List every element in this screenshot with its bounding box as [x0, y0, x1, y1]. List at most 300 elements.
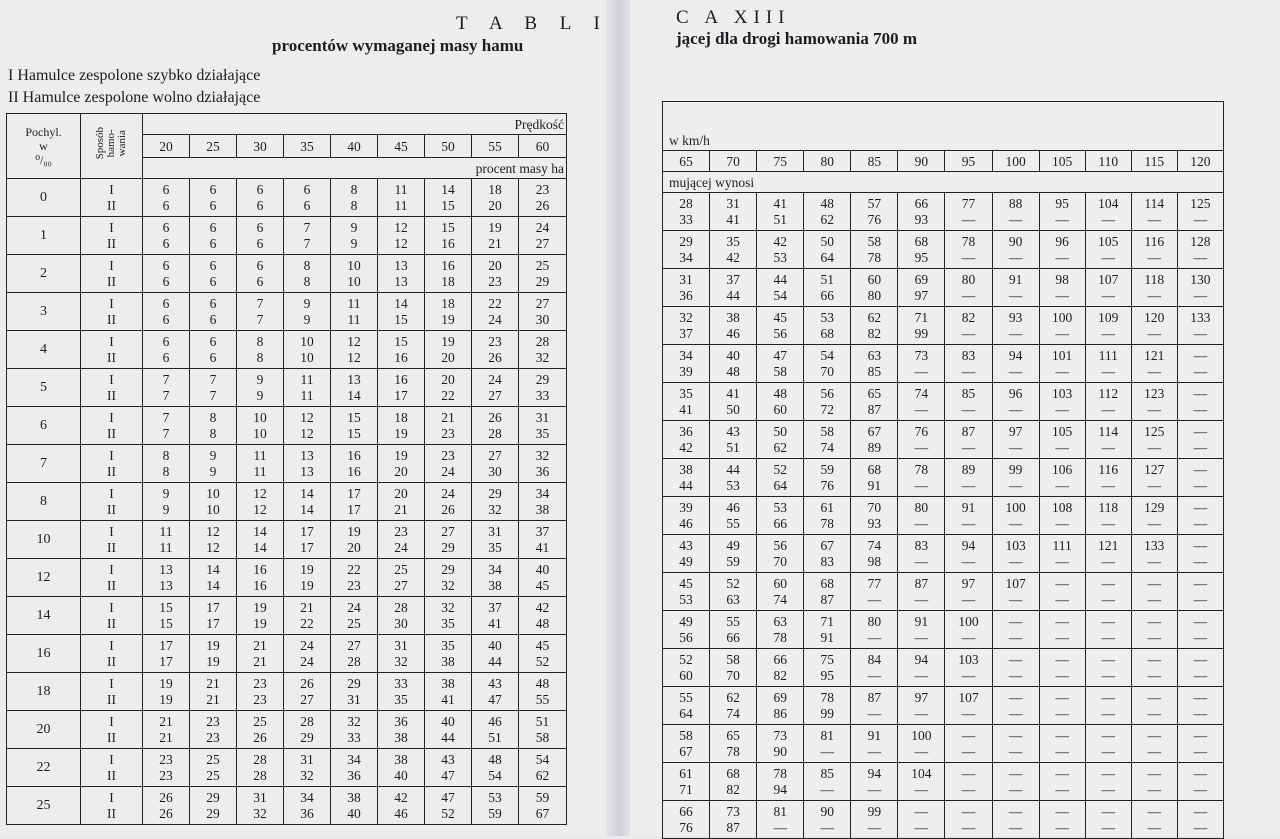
value-slow: —: [1101, 515, 1115, 531]
value-slow: 30: [488, 463, 502, 479]
speed-header-cell: 50: [425, 135, 472, 158]
value-slow: —: [867, 629, 882, 645]
value-fast: 48: [820, 195, 835, 211]
value-fast: 14: [300, 485, 314, 501]
value-fast: 114: [1144, 195, 1165, 211]
value-slow: 82: [726, 781, 740, 797]
value-cell: [519, 559, 567, 597]
value-slow: —: [914, 553, 929, 569]
value-slow: 29: [535, 273, 550, 289]
value-cell: [710, 535, 757, 573]
value-slow: 18: [441, 273, 455, 289]
table-row: [7, 369, 567, 407]
table-row: [7, 749, 567, 787]
value-slow: —: [1193, 401, 1208, 417]
value-slow: 17: [394, 387, 408, 403]
value-fast: 24: [488, 371, 502, 387]
legend-line-2: II Hamulce zespolone wolno działające: [8, 89, 261, 106]
value-slow: 8: [256, 349, 264, 365]
value-fast: 25: [253, 713, 267, 729]
value-slow: 82: [773, 667, 787, 683]
value-cell: [378, 521, 425, 559]
table-row: [7, 711, 567, 749]
value-cell: [1085, 725, 1131, 763]
value-fast: —: [1101, 803, 1115, 819]
value-slow: —: [1101, 667, 1115, 683]
value-slow: —: [1055, 667, 1069, 683]
value-fast: 29: [488, 485, 502, 501]
value-fast: 49: [679, 613, 693, 629]
value-fast: 11: [394, 181, 408, 197]
value-cell: [851, 231, 898, 269]
value-slow: —: [867, 743, 882, 759]
value-fast: 107: [1098, 271, 1119, 287]
value-fast: 31: [726, 195, 740, 211]
table-row: [7, 521, 567, 559]
value-slow: —: [1193, 477, 1208, 493]
value-fast: 26: [159, 789, 173, 805]
value-slow: 6: [256, 197, 264, 213]
value-fast: 103: [1005, 537, 1026, 553]
value-fast: 19: [441, 333, 455, 349]
value-slow: 11: [300, 387, 314, 403]
value-cell: [851, 687, 898, 725]
value-cell: [1039, 345, 1085, 383]
value-slow: —: [1193, 553, 1208, 569]
value-slow: 38: [488, 577, 502, 593]
value-fast: 26: [300, 675, 314, 691]
value-slow: —: [1193, 287, 1208, 303]
value-fast: 7: [162, 409, 170, 425]
value-cell: [143, 445, 190, 483]
value-cell: [1085, 345, 1131, 383]
value-cell: [757, 725, 804, 763]
value-cell: [1085, 193, 1131, 231]
value-slow: —: [1101, 819, 1115, 835]
value-fast: 97: [914, 689, 929, 705]
value-cell: [425, 521, 472, 559]
value-cell: [757, 345, 804, 383]
value-slow: 38: [394, 729, 408, 745]
value-fast: —: [1193, 765, 1208, 781]
value-cell: [757, 497, 804, 535]
value-cell: [331, 407, 378, 445]
value-slow: 90: [773, 743, 787, 759]
value-slow: 29: [300, 729, 314, 745]
value-fast: 45: [773, 309, 787, 325]
value-cell: [992, 269, 1039, 307]
value-slow: 26: [488, 349, 502, 365]
value-slow: 12: [347, 349, 361, 365]
value-slow: —: [1055, 401, 1069, 417]
value-cell: [472, 559, 519, 597]
value-slow: 41: [679, 401, 693, 417]
value-fast: 12: [394, 219, 408, 235]
value-cell: [331, 711, 378, 749]
value-fast: 20: [394, 485, 408, 501]
book-gutter: [606, 0, 630, 836]
value-cell: [143, 597, 190, 635]
header-percent-label-right: mującej wynosi: [663, 172, 1224, 193]
value-cell: [1039, 535, 1085, 573]
value-cell: [331, 331, 378, 369]
value-fast: 14: [441, 181, 455, 197]
value-slow: 12: [253, 501, 267, 517]
value-cell: [378, 559, 425, 597]
value-slow: —: [1055, 249, 1069, 265]
value-cell: [663, 193, 710, 231]
value-slow: —: [1101, 287, 1115, 303]
value-slow: 54: [773, 287, 787, 303]
value-cell: [237, 559, 284, 597]
value-fast: 100: [958, 613, 979, 629]
value-slow: —: [1008, 629, 1023, 645]
value-fast: 101: [1052, 347, 1073, 363]
value-fast: 57: [867, 195, 882, 211]
value-slow: 32: [300, 767, 314, 783]
value-fast: 103: [958, 651, 979, 667]
value-cell: [425, 711, 472, 749]
value-cell: [1039, 611, 1085, 649]
value-slow: —: [914, 629, 929, 645]
value-fast: 12: [206, 523, 220, 539]
value-fast: 69: [773, 689, 787, 705]
value-slow: —: [1147, 819, 1162, 835]
value-slow: —: [1008, 287, 1023, 303]
value-cell: [663, 801, 710, 839]
value-cell: [190, 407, 237, 445]
value-fast: 11: [159, 523, 173, 539]
value-fast: 89: [961, 461, 976, 477]
value-fast: 39: [679, 499, 693, 515]
value-fast: 48: [488, 751, 502, 767]
value-fast: 33: [394, 675, 408, 691]
value-slow: 83: [820, 553, 835, 569]
value-slow: —: [1055, 819, 1069, 835]
value-cell: [945, 345, 992, 383]
value-cell: [1177, 801, 1223, 839]
value-slow: 36: [535, 463, 550, 479]
table-row: [7, 673, 567, 711]
value-fast: 17: [300, 523, 314, 539]
value-slow: —: [961, 591, 976, 607]
value-slow: 25: [206, 767, 220, 783]
value-slow: —: [1147, 629, 1162, 645]
value-slow: 67: [535, 805, 550, 821]
value-slow: 23: [347, 577, 361, 593]
value-fast: 66: [914, 195, 929, 211]
value-fast: 99: [867, 803, 882, 819]
value-fast: 80: [914, 499, 929, 515]
value-fast: 35: [679, 385, 693, 401]
value-cell: [992, 459, 1039, 497]
table-row: [7, 559, 567, 597]
value-slow: 6: [162, 349, 170, 365]
value-fast: 28: [679, 195, 693, 211]
value-cell: [851, 801, 898, 839]
value-cell: [992, 725, 1039, 763]
value-fast: 18: [394, 409, 408, 425]
value-slow: 19: [441, 311, 455, 327]
value-slow: —: [1101, 211, 1115, 227]
value-slow: 8: [350, 197, 358, 213]
value-fast: 87: [867, 689, 882, 705]
value-slow: 47: [488, 691, 502, 707]
value-fast: 19: [394, 447, 408, 463]
value-fast: 19: [253, 599, 267, 615]
value-cell: [804, 649, 851, 687]
speed-header-cell: 120: [1177, 151, 1223, 172]
value-cell: [472, 293, 519, 331]
value-fast: 44: [726, 461, 740, 477]
value-fast: 59: [820, 461, 835, 477]
value-fast: 51: [820, 271, 835, 287]
slope-cell: 20: [7, 711, 81, 749]
value-cell: [237, 255, 284, 293]
method-cell: I II: [81, 711, 143, 749]
table-row: [7, 217, 567, 255]
value-slow: —: [1008, 819, 1023, 835]
value-slow: 13: [394, 273, 408, 289]
value-cell: [710, 383, 757, 421]
value-fast: 9: [162, 485, 170, 501]
value-cell: [663, 725, 710, 763]
value-fast: —: [1008, 613, 1023, 629]
value-fast: 6: [303, 181, 311, 197]
value-cell: [757, 193, 804, 231]
value-fast: 65: [726, 727, 740, 743]
value-cell: [663, 459, 710, 497]
table-row: [663, 649, 1224, 687]
value-cell: [804, 345, 851, 383]
value-slow: 40: [347, 805, 361, 821]
value-cell: [1085, 611, 1131, 649]
value-cell: [1131, 763, 1177, 801]
value-slow: 99: [914, 325, 929, 341]
value-slow: 6: [209, 273, 217, 289]
table-row: [7, 445, 567, 483]
value-cell: [190, 483, 237, 521]
value-cell: [1039, 687, 1085, 725]
value-cell: [331, 217, 378, 255]
value-slow: 53: [726, 477, 740, 493]
value-slow: 78: [773, 629, 787, 645]
value-slow: 38: [441, 653, 455, 669]
value-slow: 26: [535, 197, 550, 213]
value-fast: 60: [867, 271, 882, 287]
value-slow: —: [914, 781, 929, 797]
value-slow: 53: [679, 591, 693, 607]
value-fast: 11: [253, 447, 267, 463]
value-fast: 54: [820, 347, 835, 363]
value-slow: —: [1193, 819, 1208, 835]
value-cell: [519, 407, 567, 445]
method-cell: I II: [81, 673, 143, 711]
value-cell: [1131, 231, 1177, 269]
slope-cell: 3: [7, 293, 81, 331]
value-fast: 94: [961, 537, 976, 553]
value-cell: [992, 763, 1039, 801]
method-cell: I II: [81, 369, 143, 407]
value-slow: 29: [441, 539, 455, 555]
value-cell: [143, 635, 190, 673]
value-slow: 6: [256, 273, 264, 289]
value-slow: —: [1008, 477, 1023, 493]
value-slow: 60: [679, 667, 693, 683]
value-slow: 46: [726, 325, 740, 341]
value-cell: [1177, 763, 1223, 801]
value-fast: —: [1008, 689, 1023, 705]
value-slow: —: [1101, 477, 1115, 493]
value-slow: —: [1147, 781, 1162, 797]
value-fast: 105: [1098, 233, 1119, 249]
value-slow: —: [1055, 591, 1069, 607]
value-slow: 59: [726, 553, 740, 569]
value-slow: 72: [820, 401, 835, 417]
value-fast: 10: [206, 485, 220, 501]
speed-header-cell: 80: [804, 151, 851, 172]
value-fast: 10: [300, 333, 314, 349]
value-slow: 16: [394, 349, 408, 365]
value-cell: [519, 711, 567, 749]
value-cell: [284, 445, 331, 483]
value-fast: 6: [162, 181, 170, 197]
value-slow: 16: [441, 235, 455, 251]
value-fast: 10: [253, 409, 267, 425]
value-slow: 6: [162, 197, 170, 213]
value-cell: [1085, 763, 1131, 801]
value-cell: [519, 483, 567, 521]
value-slow: —: [1055, 781, 1069, 797]
value-cell: [190, 217, 237, 255]
value-fast: 129: [1144, 499, 1165, 515]
method-cell: I II: [81, 255, 143, 293]
value-slow: 46: [679, 515, 693, 531]
value-slow: —: [1193, 325, 1208, 341]
table-row: [663, 611, 1224, 649]
left-title: T A B L I: [456, 13, 609, 34]
value-cell: [757, 269, 804, 307]
value-cell: [804, 307, 851, 345]
value-cell: [331, 521, 378, 559]
value-slow: —: [961, 667, 976, 683]
value-fast: 116: [1144, 233, 1165, 249]
value-slow: —: [914, 743, 929, 759]
value-slow: 87: [726, 819, 740, 835]
value-cell: [663, 231, 710, 269]
value-cell: [1085, 687, 1131, 725]
value-fast: 55: [726, 613, 740, 629]
value-slow: —: [914, 591, 929, 607]
value-fast: 43: [679, 537, 693, 553]
value-fast: 50: [773, 423, 787, 439]
value-slow: —: [1193, 781, 1208, 797]
value-slow: —: [1008, 363, 1023, 379]
value-cell: [237, 407, 284, 445]
value-slow: 76: [820, 477, 835, 493]
value-slow: 10: [253, 425, 267, 441]
value-cell: [378, 749, 425, 787]
value-fast: 48: [773, 385, 787, 401]
value-fast: 68: [820, 575, 835, 591]
value-slow: —: [1101, 591, 1115, 607]
value-fast: 16: [253, 561, 267, 577]
value-slow: 9: [350, 235, 358, 251]
slope-cell: 4: [7, 331, 81, 369]
value-fast: 120: [1144, 309, 1165, 325]
value-fast: 29: [441, 561, 455, 577]
value-fast: 74: [914, 385, 929, 401]
value-cell: [472, 445, 519, 483]
value-cell: [472, 369, 519, 407]
value-cell: [1177, 269, 1223, 307]
value-fast: 6: [256, 257, 264, 273]
value-cell: [519, 445, 567, 483]
value-cell: [992, 345, 1039, 383]
value-fast: —: [914, 803, 929, 819]
value-slow: —: [1147, 705, 1162, 721]
value-cell: [143, 255, 190, 293]
value-fast: 71: [914, 309, 929, 325]
value-fast: —: [1101, 765, 1115, 781]
value-fast: 15: [159, 599, 173, 615]
speed-header-cell: 70: [710, 151, 757, 172]
value-slow: 26: [441, 501, 455, 517]
value-slow: 50: [726, 401, 740, 417]
value-cell: [378, 255, 425, 293]
value-slow: 39: [679, 363, 693, 379]
value-cell: [378, 407, 425, 445]
value-slow: —: [1055, 705, 1069, 721]
value-cell: [143, 407, 190, 445]
value-slow: —: [1193, 211, 1208, 227]
value-slow: —: [914, 667, 929, 683]
value-slow: 63: [726, 591, 740, 607]
value-fast: 6: [209, 257, 217, 273]
value-cell: [945, 459, 992, 497]
value-cell: [519, 521, 567, 559]
value-fast: 94: [914, 651, 929, 667]
value-slow: —: [1008, 743, 1023, 759]
value-slow: 9: [209, 463, 217, 479]
value-slow: —: [961, 819, 976, 835]
value-fast: 85: [820, 765, 835, 781]
table-row: [663, 535, 1224, 573]
value-cell: [472, 407, 519, 445]
value-slow: —: [961, 249, 976, 265]
method-cell: I II: [81, 749, 143, 787]
value-slow: 26: [159, 805, 173, 821]
table-row: [7, 635, 567, 673]
speed-header-cell: 40: [331, 135, 378, 158]
value-slow: 35: [535, 425, 550, 441]
value-slow: —: [867, 819, 882, 835]
value-cell: [190, 597, 237, 635]
value-slow: 89: [867, 439, 882, 455]
value-slow: 9: [256, 387, 264, 403]
value-slow: 19: [159, 691, 173, 707]
speed-header-cell: 105: [1039, 151, 1085, 172]
value-slow: —: [1193, 667, 1208, 683]
value-slow: 95: [820, 667, 835, 683]
value-cell: [710, 421, 757, 459]
value-slow: —: [773, 819, 787, 835]
value-cell: [992, 801, 1039, 839]
value-cell: [1039, 763, 1085, 801]
value-cell: [190, 445, 237, 483]
value-cell: [945, 573, 992, 611]
value-cell: [237, 787, 284, 825]
